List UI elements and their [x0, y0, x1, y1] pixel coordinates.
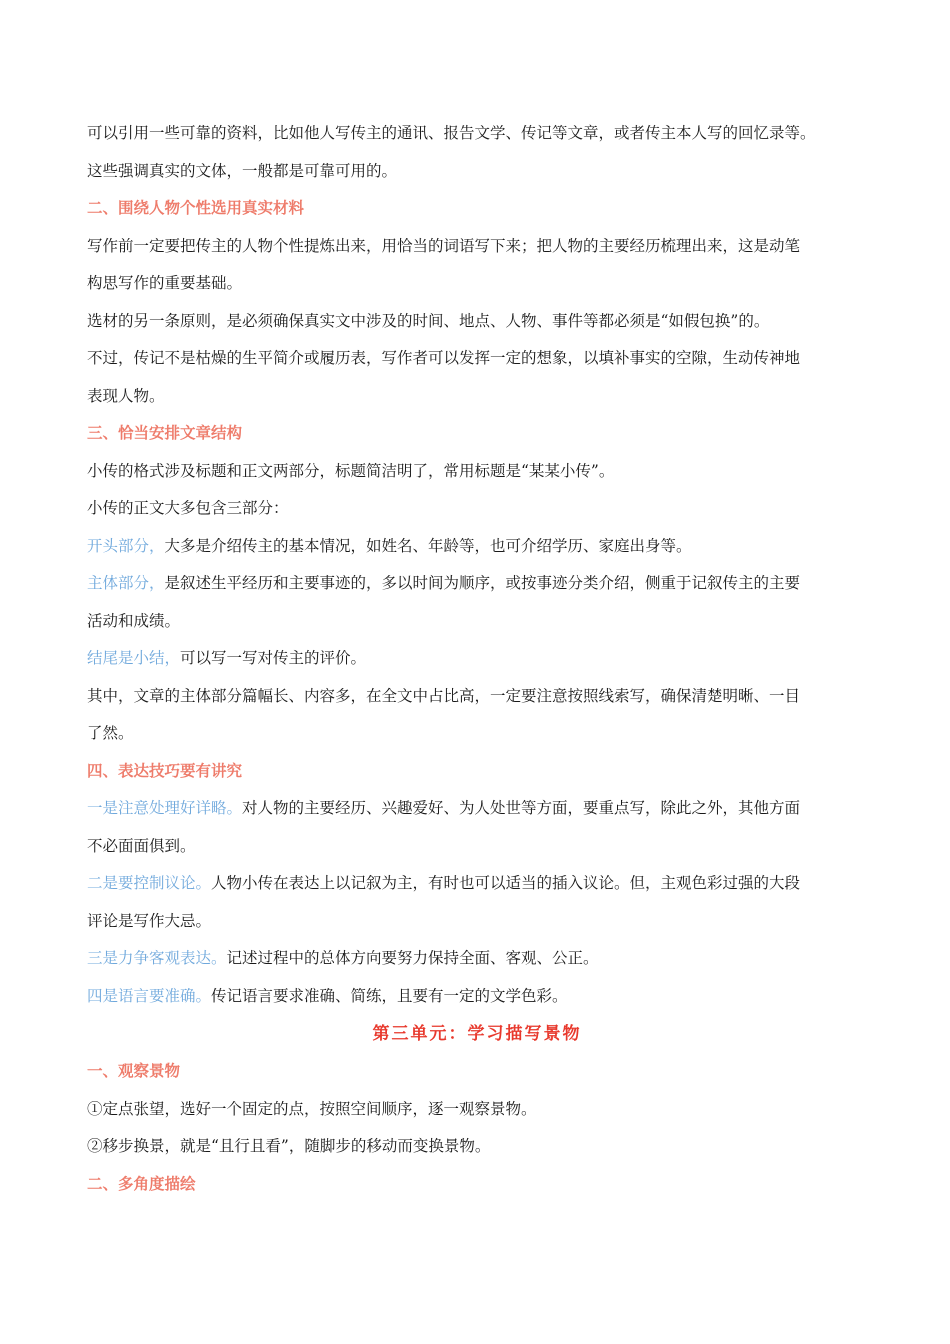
body-text: 传记语言要求准确、简练，且要有一定的文学色彩。: [211, 986, 568, 1005]
body-text: 人物小传在表达上以记叙为主，有时也可以适当的插入议论。但，主观色彩过强的大段: [211, 874, 801, 892]
body-text: 对人物的主要经历、兴趣爱好、为人处世等方面，要重点写，除此之外，其他方面: [242, 799, 801, 817]
body-line-3: 写作前一定要把传主的人物个性提炼出来，用恰当的词语写下来；把人物的主要经历梳理出来，这是动笔: [87, 236, 801, 255]
body-line-2: 这些强调真实的文体，一般都是可靠可用的。: [87, 161, 398, 180]
lead-phrase: 结尾是小结，: [87, 649, 181, 667]
body-text: 可以写一写对传主的评价。: [180, 649, 367, 667]
body-line-1: 可以引用一些可靠的资料，比如他人写传主的通讯、报告文学、传记等文章，或者传主本人写的回忆录等。: [87, 124, 816, 142]
body-text: 大多是介绍传主的基本情况，如姓名、年龄等，也可介绍学历、家庭出身等。: [164, 536, 692, 555]
document-page: [87, 115, 867, 1203]
body-line-13: [87, 640, 867, 678]
section-heading-2b: 二、多角度描绘: [87, 1174, 196, 1193]
section-heading-2: 二、围绕人物个性选用真实材料: [87, 199, 305, 217]
body-line-5: 选材的另一条原则，是必须确保真实文中涉及的时间、地点、人物、事件等都必须是“如假包换”的。: [87, 311, 770, 330]
lead-phrase: 一是注意处理好详略。: [87, 799, 243, 817]
lead-phrase: 二是要控制议论。: [87, 874, 212, 892]
body-line-17: 不必面面俱到。: [87, 836, 196, 855]
section-heading-4: 四、表达技巧要有讲究: [87, 761, 243, 780]
lead-phrase: 四是语言要准确。: [87, 986, 212, 1005]
body-line-9: 小传的正文大多包含三部分：: [87, 499, 289, 517]
body-line-6: 不过，传记不是枯燥的生平简介或履历表，写作者可以发挥一定的想象，以填补事实的空隙，生动传神地: [87, 349, 801, 367]
body-line-19: 评论是写作大忌。: [87, 911, 212, 930]
body-line-21: [87, 978, 867, 1016]
section-heading-3: 三、恰当安排文章结构: [87, 424, 243, 442]
body-line-11: [87, 565, 867, 603]
unit-title: 第三单元：学习描写景物: [372, 1024, 582, 1044]
lead-phrase: 主体部分，: [87, 574, 165, 592]
lead-phrase: 三是力争客观表达。: [87, 949, 227, 967]
body-line-10: [87, 528, 867, 566]
body-line-18: [87, 865, 867, 903]
body-line-16: [87, 790, 867, 828]
body-text: 记述过程中的总体方向要努力保持全面、客观、公正。: [226, 949, 599, 967]
body-line-15: 了然。: [87, 724, 134, 742]
body-line-20: [87, 940, 867, 978]
body-line-7: 表现人物。: [87, 386, 165, 405]
body-line-14: 其中，文章的主体部分篇幅长、内容多，在全文中占比高，一定要注意按照线索写，确保清楚明晰、一目: [87, 686, 801, 705]
body-line-8: 小传的格式涉及标题和正文两部分，标题简洁明了，常用标题是“某某小传”。: [87, 461, 615, 480]
lead-phrase: 开头部分，: [87, 536, 165, 555]
body-line-22: ①定点张望，选好一个固定的点，按照空间顺序，逐一观察景物。: [87, 1099, 537, 1118]
body-line-12: 活动和成绩。: [87, 611, 181, 630]
body-text: 是叙述生平经历和主要事迹的，多以时间为顺序，或按事迹分类介绍，侧重于记叙传主的主要: [164, 574, 801, 592]
body-line-4: 构思写作的重要基础。: [87, 274, 243, 292]
section-heading-1: 一、观察景物: [87, 1062, 181, 1080]
body-line-23: ②移步换景，就是“且行且看”，随脚步的移动而变换景物。: [87, 1137, 491, 1155]
